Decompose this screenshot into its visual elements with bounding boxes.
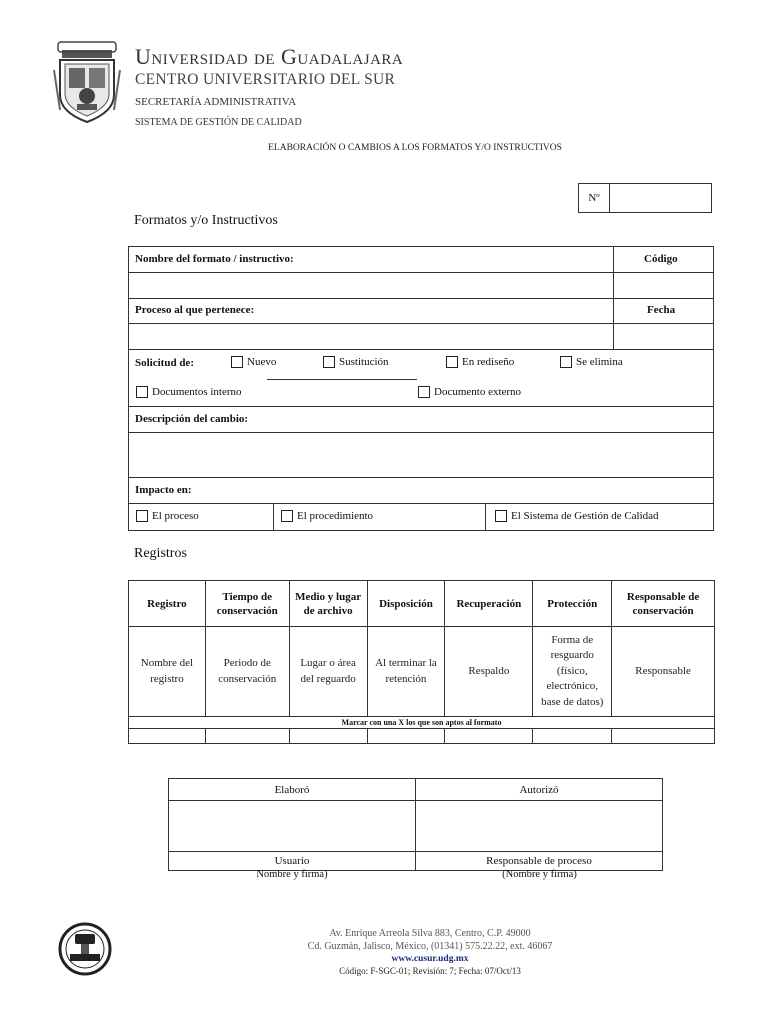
format-request-form: [128, 246, 714, 531]
table-mark-row: [129, 729, 715, 744]
mark-cell[interactable]: [205, 729, 289, 744]
codigo-label: Código: [644, 253, 678, 265]
checkbox-rediseno[interactable]: [446, 356, 458, 368]
solicitud-option-elimina[interactable]: Se elimina: [560, 356, 623, 368]
nombre-formato-label: Nombre del formato / instructivo:: [135, 253, 294, 265]
footer-address-line1: Av. Enrique Arreola Silva 883, Centro, C.P. 49000: [329, 928, 531, 939]
mark-cell[interactable]: [612, 729, 715, 744]
solicitud-option-nuevo[interactable]: Nuevo: [231, 356, 276, 368]
mark-cell[interactable]: [289, 729, 367, 744]
signatures-table: [168, 778, 663, 871]
mark-cell[interactable]: [533, 729, 612, 744]
impacto-option-sgc[interactable]: El Sistema de Gestión de Calidad: [495, 510, 659, 522]
checkbox-documento-externo[interactable]: [418, 386, 430, 398]
proceso-label: Proceso al que pertenece:: [135, 304, 255, 316]
usuario-label: Usuario: [169, 852, 416, 871]
codigo-field[interactable]: [614, 273, 713, 297]
checkbox-nuevo[interactable]: [231, 356, 243, 368]
fecha-field[interactable]: [614, 324, 713, 348]
table-header-cell: Tiempo de conservación: [205, 581, 289, 627]
descripcion-field[interactable]: [130, 433, 712, 476]
nombre-formato-field[interactable]: [130, 273, 612, 297]
table-cell: Forma de resguardo (físico, electrónico, base de datos): [533, 627, 612, 717]
secretaria-name: SECRETARÍA ADMINISTRATIVA: [135, 96, 297, 108]
centro-name: CENTRO UNIVERSITARIO DEL SUR: [135, 71, 396, 88]
document-title: ELABORACIÓN O CAMBIOS A LOS FORMATOS Y/O INSTRUCTIVOS: [268, 143, 562, 153]
autorizo-header: Autorizó: [416, 779, 663, 801]
responsable-label: Responsable de proceso: [416, 852, 663, 871]
mark-cell[interactable]: [367, 729, 445, 744]
mark-cell[interactable]: [129, 729, 206, 744]
footer-website-link[interactable]: www.cusur.udg.mx: [391, 954, 469, 964]
table-cell: Respaldo: [445, 627, 533, 717]
checkbox-elimina[interactable]: [560, 356, 572, 368]
mark-cell[interactable]: [445, 729, 533, 744]
table-row: [129, 627, 715, 717]
table-cell: Periodo de conservación: [205, 627, 289, 717]
table-header-cell: Recuperación: [445, 581, 533, 627]
impacto-option-procedimiento[interactable]: El procedimiento: [281, 510, 373, 522]
registros-table: [128, 580, 715, 744]
solicitud-option-sustitucion[interactable]: Sustitución: [323, 356, 389, 368]
table-cell: Lugar o área del reguardo: [289, 627, 367, 717]
iso-certification-seal-icon: [58, 922, 112, 976]
university-name: Universidad de Guadalajara: [135, 44, 404, 69]
table-note: Marcar con una X los que son aptos al formato: [129, 717, 715, 729]
table-note-row: [129, 717, 715, 729]
solicitud-option-rediseno[interactable]: En rediseño: [446, 356, 514, 368]
impacto-option-proceso[interactable]: El proceso: [136, 510, 199, 522]
autorizo-signature-field[interactable]: [416, 801, 663, 852]
table-header-cell: Registro: [129, 581, 206, 627]
table-header-cell: Protección: [533, 581, 612, 627]
checkbox-impacto-sgc[interactable]: [495, 510, 507, 522]
table-cell: Responsable: [612, 627, 715, 717]
table-cell: Al terminar la retención: [367, 627, 445, 717]
section-title-registros: Registros: [134, 546, 187, 561]
table-header-cell: Medio y lugar de archivo: [289, 581, 367, 627]
nombre-firma-right: (Nombre y firma): [502, 869, 577, 880]
elaboro-header: Elaboró: [169, 779, 416, 801]
checkbox-impacto-procedimiento[interactable]: [281, 510, 293, 522]
impacto-label: Impacto en:: [135, 484, 192, 496]
checkbox-sustitucion[interactable]: [323, 356, 335, 368]
fecha-label: Fecha: [647, 304, 676, 316]
checkbox-documento-interno[interactable]: [136, 386, 148, 398]
solicitud-label: Solicitud de:: [135, 357, 194, 369]
folio-number-field[interactable]: [610, 184, 711, 212]
footer-document-code: Código: F-SGC-01; Revisión: 7; Fecha: 07/Oct/13: [339, 966, 521, 976]
section-title-formatos: Formatos y/o Instructivos: [134, 213, 278, 228]
sistema-name: SISTEMA DE GESTIÓN DE CALIDAD: [135, 117, 302, 128]
table-header-row: [129, 581, 715, 627]
footer-address-line2: Cd. Guzmán, Jalisco, México, (01341) 575.22.22, ext. 46067: [307, 941, 553, 952]
documento-option-externo[interactable]: Documento externo: [418, 386, 521, 398]
table-cell: Nombre del registro: [129, 627, 206, 717]
elaboro-signature-field[interactable]: [169, 801, 416, 852]
university-coat-of-arms-logo: [52, 40, 122, 124]
documento-option-interno[interactable]: Documentos interno: [136, 386, 242, 398]
descripcion-label: Descripción del cambio:: [135, 413, 249, 425]
checkbox-impacto-proceso[interactable]: [136, 510, 148, 522]
table-header-cell: Responsable de conservación: [612, 581, 715, 627]
nombre-firma-left: Nombre y firma): [256, 869, 328, 880]
folio-number-label: Nº: [579, 184, 610, 212]
proceso-field[interactable]: [130, 324, 612, 348]
folio-number-box: [578, 183, 712, 213]
table-header-cell: Disposición: [367, 581, 445, 627]
